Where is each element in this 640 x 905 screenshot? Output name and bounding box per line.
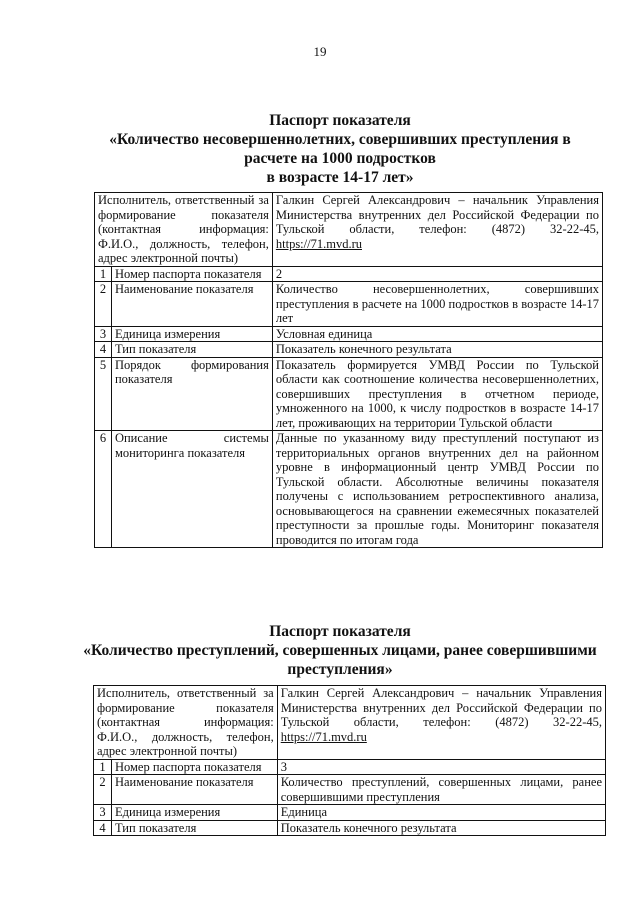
table-row (94, 759, 606, 775)
table-row (95, 193, 603, 267)
passport-2-title (60, 622, 620, 679)
row-value: Условная единица (272, 326, 602, 342)
executor-label: Исполнитель, ответственный за формирование показателя (контактная информация: Ф.И.О., должность, телефон, адрес электронной почты) (94, 686, 278, 760)
table-row (95, 357, 603, 431)
table-row (94, 775, 606, 805)
row-label: Тип показателя (111, 342, 272, 358)
executor-text: Галкин Сергей Александрович – начальник Управления Министерства внутренних дел Российской Федерации по Тульской области, телефон: (4872) 32-22-45, (275, 193, 599, 236)
row-label: Наименование показателя (111, 775, 277, 805)
row-number: 2 (95, 282, 112, 327)
row-value: Единица (277, 805, 605, 821)
row-value: Показатель конечного результата (272, 342, 602, 358)
passport-2-table (93, 685, 606, 836)
row-label: Номер паспорта показателя (111, 759, 277, 775)
row-label: Порядок формирования показателя (111, 357, 272, 431)
executor-text: Галкин Сергей Александрович – начальник Управления Министерства внутренних дел Российской Федерации по Тульской области, телефон: (4872) 32-22-45, (280, 686, 602, 729)
row-label: Тип показателя (111, 820, 277, 836)
row-number: 1 (94, 759, 112, 775)
row-value: 3 (277, 759, 605, 775)
row-label: Описание системы мониторинга показателя (111, 431, 272, 548)
row-value: Количество преступлений, совершенных лицами, ранее совершившими преступления (277, 775, 605, 805)
executor-value (272, 193, 602, 267)
table-row (95, 266, 603, 282)
row-number: 1 (95, 266, 112, 282)
row-value: Показатель формируется УМВД России по Тульской области как соотношение количества несовершеннолетних, совершивших преступления в отчетном периоде, умноженного на 1000, к числу подростков в возрасте 14-17 лет, проживающих на территории Тульской области (272, 357, 602, 431)
passport-2-title-line-1: «Количество преступлений, совершенных лицами, ранее совершившими (83, 642, 597, 659)
passport-1-heading: Паспорт показателя (269, 112, 411, 129)
row-label: Наименование показателя (111, 282, 272, 327)
executor-value (277, 686, 605, 760)
executor-label: Исполнитель, ответственный за формирование показателя (контактная информация: Ф.И.О., должность, телефон, адрес электронной почты) (95, 193, 273, 267)
row-label: Единица измерения (111, 326, 272, 342)
table-row (95, 326, 603, 342)
row-number: 5 (95, 357, 112, 431)
passport-1-title-line-2: расчете на 1000 подростков (244, 150, 436, 167)
row-label: Номер паспорта показателя (111, 266, 272, 282)
row-value: 2 (272, 266, 602, 282)
row-label: Единица измерения (111, 805, 277, 821)
row-number: 4 (95, 342, 112, 358)
table-row (95, 342, 603, 358)
executor-link[interactable]: https://71.mvd.ru (275, 236, 362, 251)
passport-2-title-line-2: преступления» (287, 661, 393, 678)
row-number: 2 (94, 775, 112, 805)
passport-1-title-line-1: «Количество несовершеннолетних, совершивших преступления в (109, 131, 571, 148)
row-value: Показатель конечного результата (277, 820, 605, 836)
table-row (94, 686, 606, 760)
page-number: 19 (313, 44, 327, 59)
executor-link[interactable]: https://71.mvd.ru (280, 729, 367, 744)
row-number: 6 (95, 431, 112, 548)
passport-1-table (94, 192, 603, 548)
passport-1-title-line-3: в возрасте 14-17 лет» (266, 169, 414, 186)
table-row (95, 282, 603, 327)
row-value: Данные по указанному виду преступлений поступают из территориальных органов внутренних дел на районном уровне в информационный центр УМВД России по Тульской области. Абсолютные величины показателя получены с использованием ретроспективного анализа, основывающегося на сравнении ежемесячных показателей преступности за прошлые годы. Мониторинг показателя проводится по итогам года (272, 431, 602, 548)
passport-1-title (60, 111, 620, 187)
row-number: 3 (94, 805, 112, 821)
table-row (94, 805, 606, 821)
row-number: 4 (94, 820, 112, 836)
table-row (95, 431, 603, 548)
table-row (94, 820, 606, 836)
row-number: 3 (95, 326, 112, 342)
passport-2-heading: Паспорт показателя (269, 623, 411, 640)
row-value: Количество несовершеннолетних, совершивших преступления в расчете на 1000 подростков в возрасте 14-17 лет (272, 282, 602, 327)
